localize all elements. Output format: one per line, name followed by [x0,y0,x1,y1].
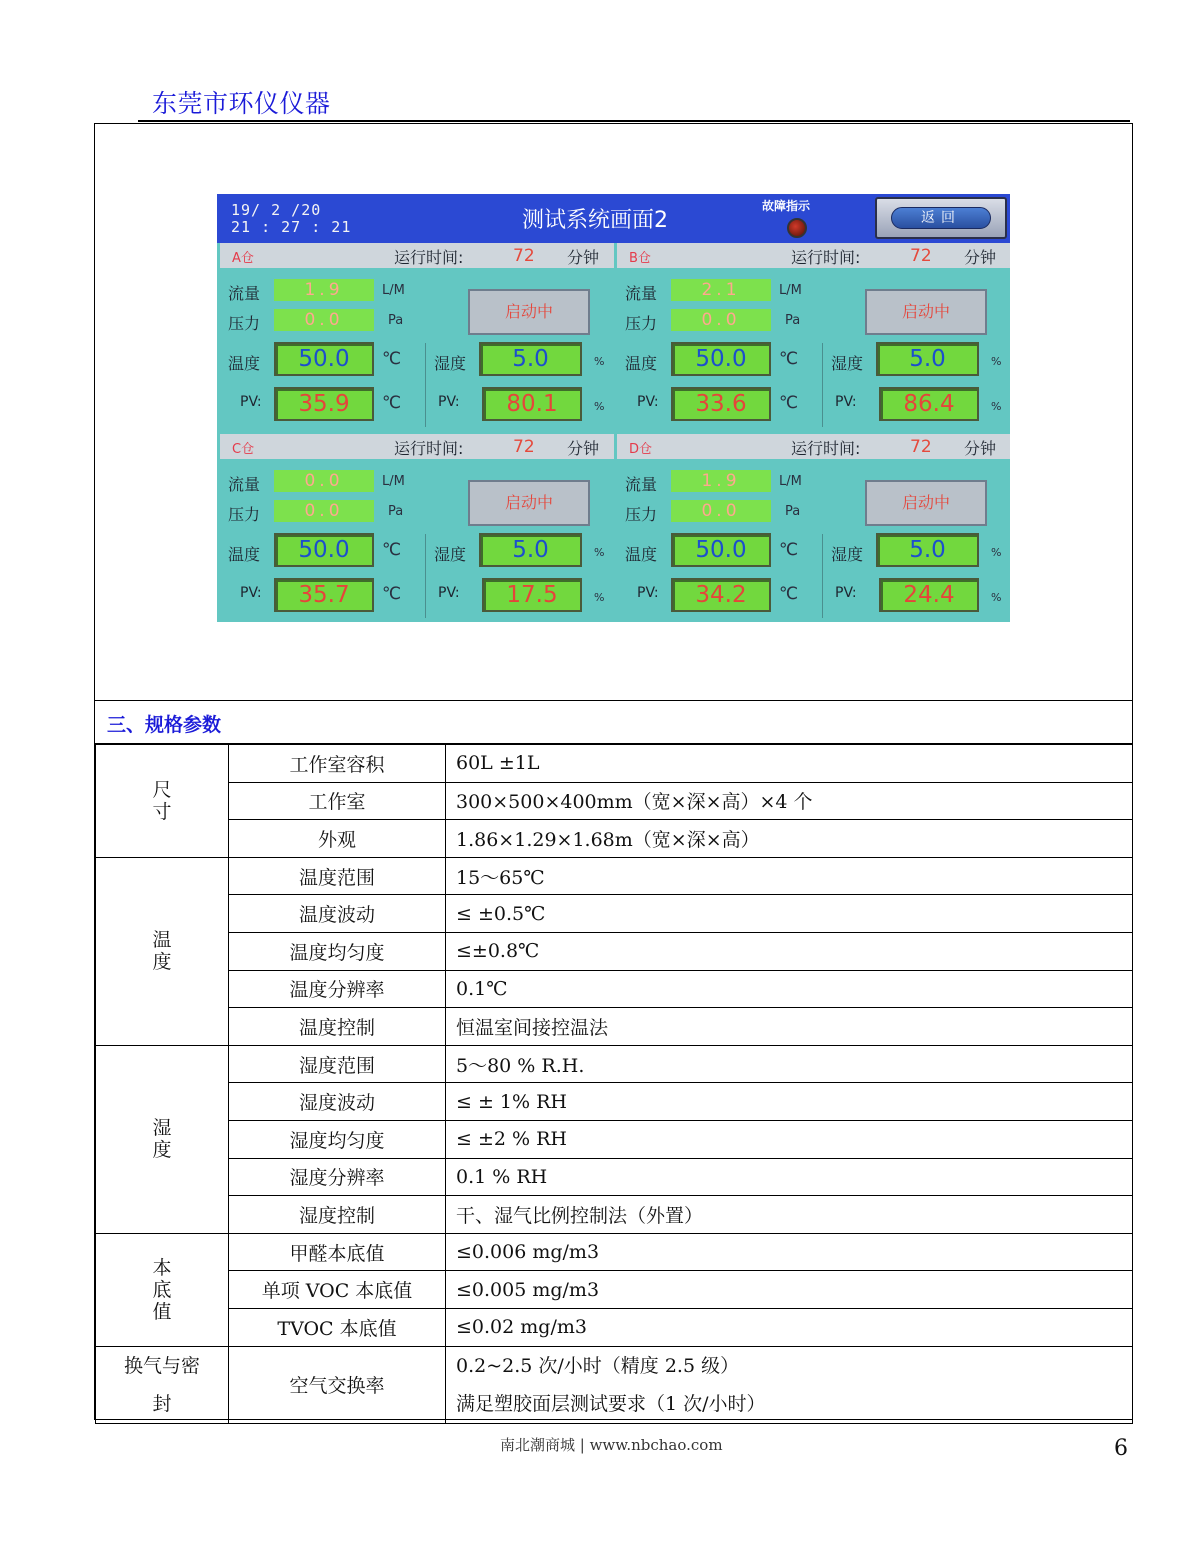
pressure-unit: Pa [785,313,801,328]
hum-sv-input[interactable]: 5.0 [876,533,979,567]
temp-unit: ℃ [382,393,402,413]
flow-label: 流量 [625,284,658,303]
group-temperature: 温度 [96,857,229,1045]
table-row [96,932,1133,970]
hum-unit: % [991,591,1002,604]
table-row [96,1346,1133,1423]
minute-label: 分钟 [567,248,600,267]
table-row [96,1233,1133,1271]
start-button[interactable]: 启动中 [865,480,987,526]
param-value: ≤0.006 mg/m3 [446,1233,1133,1271]
param-name: 空气交换率 [229,1346,446,1423]
pressure-value: 0.0 [671,309,771,331]
pv-label: PV: [240,394,262,410]
divider [822,343,823,427]
param-value: ≤ ±0.5℃ [446,895,1133,933]
run-time-label: 运行时间: [791,248,861,267]
page-number: 6 [1114,1436,1128,1461]
divider [822,534,823,618]
param-name: 湿度控制 [229,1196,446,1234]
panel-header [617,243,1010,268]
temp-label: 温度 [625,354,658,373]
panel-header [617,434,1010,459]
flow-value: 0.0 [274,470,374,492]
temp-unit: ℃ [779,584,799,604]
divider [425,534,426,618]
temp-label: 温度 [228,545,261,564]
table-row [96,1120,1133,1158]
chamber-panel-c [220,434,614,620]
table-row [96,1196,1133,1234]
temp-label: 温度 [228,354,261,373]
table-row [96,1045,1133,1083]
param-name: 温度范围 [229,857,446,895]
hum-unit: % [594,546,605,559]
param-name: 温度控制 [229,1008,446,1046]
hum-unit: % [991,355,1002,368]
chamber-panel-a [220,243,614,429]
pressure-unit: Pa [388,504,404,519]
pv-label: PV: [835,585,857,601]
group-size: 尺寸 [96,745,229,858]
hum-pv-value: 80.1 [482,387,582,421]
hum-pv-value: 86.4 [879,387,979,421]
hmi-time: 21 : 27 : 21 [231,218,352,236]
param-value: 1.86×1.29×1.68m（宽×深×高） [446,820,1133,858]
hum-label: 湿度 [831,354,864,373]
param-value: ≤ ± 1% RH [446,1083,1133,1121]
content-frame [94,123,1133,1420]
pressure-value: 0.0 [274,500,374,522]
temp-unit: ℃ [382,584,402,604]
temp-label: 温度 [625,545,658,564]
table-row [96,1008,1133,1046]
param-value: 60L ±1L [446,745,1133,783]
param-value [446,1346,1133,1423]
hum-label: 湿度 [434,545,467,564]
temp-sv-input[interactable]: 50.0 [671,342,771,376]
table-row [96,857,1133,895]
param-value: 300×500×400mm（宽×深×高）×4 个 [446,782,1133,820]
table-row [96,970,1133,1008]
hum-unit: % [991,400,1002,413]
hum-sv-input[interactable]: 5.0 [479,533,582,567]
flow-unit: L/M [382,474,405,489]
table-row [96,820,1133,858]
temp-pv-value: 33.6 [671,387,771,421]
start-button[interactable]: 启动中 [468,480,590,526]
company-name: 东莞市环仪仪器 [152,89,331,118]
run-time-value: 72 [513,246,535,266]
param-name: 工作室容积 [229,745,446,783]
run-time-label: 运行时间: [394,439,464,458]
hum-sv-input[interactable]: 5.0 [876,342,979,376]
run-time-label: 运行时间: [791,439,861,458]
hmi-screen [217,194,1010,622]
pv-label: PV: [637,585,659,601]
chamber-panel-d [617,434,1010,620]
param-value: ≤ ±2 % RH [446,1120,1133,1158]
hmi-date: 19/ 2 /20 [231,201,322,219]
run-time-value: 72 [513,437,535,457]
spec-table [95,744,1133,1424]
temp-unit: ℃ [382,540,402,560]
param-name: 工作室 [229,782,446,820]
temp-pv-value: 35.7 [274,578,374,612]
fault-lamp-icon [787,218,807,238]
param-value: 0.1℃ [446,970,1133,1008]
temp-unit: ℃ [779,540,799,560]
table-row [96,895,1133,933]
param-value: 恒温室间接控温法 [446,1008,1133,1046]
pv-label: PV: [438,585,460,601]
hmi-title: 测试系统画面2 [522,208,668,233]
hum-unit: % [594,400,605,413]
pv-label: PV: [240,585,262,601]
hum-unit: % [991,546,1002,559]
start-button[interactable]: 启动中 [468,289,590,335]
pressure-unit: Pa [785,504,801,519]
pressure-label: 压力 [228,314,261,333]
temp-sv-input[interactable]: 50.0 [274,533,374,567]
flow-value: 1.9 [671,470,771,492]
screenshot-cell [95,124,1132,700]
param-value-line: 满足塑胶面层测试要求（1 次/小时） [456,1392,766,1415]
footer-text: 南北潮商城 | www.nbchao.com [500,1436,723,1454]
flow-label: 流量 [228,284,261,303]
hum-unit: % [594,591,605,604]
param-name: 湿度范围 [229,1045,446,1083]
table-row [96,1158,1133,1196]
flow-label: 流量 [625,475,658,494]
pressure-label: 压力 [625,314,658,333]
chamber-name: C仓 [232,442,255,457]
param-name: 温度波动 [229,895,446,933]
chamber-panel-b [617,243,1010,429]
param-name: 外观 [229,820,446,858]
divider [425,343,426,427]
fault-label: 故障指示 [762,199,811,213]
minute-label: 分钟 [964,248,997,267]
hum-pv-value: 24.4 [879,578,979,612]
pressure-label: 压力 [228,505,261,524]
param-value-line: 0.2~2.5 次/小时（精度 2.5 级） [456,1354,740,1377]
param-name: 湿度波动 [229,1083,446,1121]
table-row [96,745,1133,783]
hum-unit: % [594,355,605,368]
temp-pv-value: 34.2 [671,578,771,612]
header-rule [138,120,1130,122]
flow-unit: L/M [382,283,405,298]
pressure-value: 0.0 [274,309,374,331]
minute-label: 分钟 [567,439,600,458]
param-name: 温度均匀度 [229,932,446,970]
group-background: 本底值 [96,1233,229,1346]
group-ventilation: 换气与密封 [96,1346,229,1423]
flow-unit: L/M [779,474,802,489]
back-button[interactable] [875,197,1007,239]
hum-label: 湿度 [831,545,864,564]
temp-sv-input[interactable]: 50.0 [274,342,374,376]
param-value: 0.1 % RH [446,1158,1133,1196]
temp-unit: ℃ [382,349,402,369]
table-row [96,1271,1133,1309]
pressure-label: 压力 [625,505,658,524]
chamber-name: A仓 [232,251,254,266]
temp-unit: ℃ [779,393,799,413]
minute-label: 分钟 [964,439,997,458]
param-value: 5～80 % R.H. [446,1045,1133,1083]
start-button[interactable]: 启动中 [865,289,987,335]
hum-sv-input[interactable]: 5.0 [479,342,582,376]
param-value: ≤0.02 mg/m3 [446,1308,1133,1346]
table-row [96,1083,1133,1121]
temp-pv-value: 35.9 [274,387,374,421]
flow-label: 流量 [228,475,261,494]
flow-unit: L/M [779,283,802,298]
param-name: 湿度分辨率 [229,1158,446,1196]
run-time-value: 72 [910,437,932,457]
pressure-value: 0.0 [671,500,771,522]
chamber-name: D仓 [629,442,653,457]
panel-header [220,434,614,459]
pv-label: PV: [637,394,659,410]
table-row [96,782,1133,820]
param-value: 干、湿气比例控制法（外置） [446,1196,1133,1234]
flow-value: 2.1 [671,279,771,301]
spec-heading-row [95,700,1132,744]
back-label: 返回 [891,207,991,229]
group-humidity: 湿度 [96,1045,229,1233]
pv-label: PV: [835,394,857,410]
param-value: ≤0.005 mg/m3 [446,1271,1133,1309]
run-time-label: 运行时间: [394,248,464,267]
hmi-title-bar [217,194,1010,243]
pressure-unit: Pa [388,313,404,328]
param-name: TVOC 本底值 [229,1308,446,1346]
run-time-value: 72 [910,246,932,266]
param-value: ≤±0.8℃ [446,932,1133,970]
param-name: 温度分辨率 [229,970,446,1008]
temp-unit: ℃ [779,349,799,369]
panel-header [220,243,614,268]
param-name: 湿度均匀度 [229,1120,446,1158]
hum-label: 湿度 [434,354,467,373]
spec-heading: 三、规格参数 [107,714,222,736]
table-row [96,1308,1133,1346]
temp-sv-input[interactable]: 50.0 [671,533,771,567]
param-name: 甲醛本底值 [229,1233,446,1271]
hum-pv-value: 17.5 [482,578,582,612]
flow-value: 1.9 [274,279,374,301]
param-name: 单项 VOC 本底值 [229,1271,446,1309]
pv-label: PV: [438,394,460,410]
param-value: 15～65℃ [446,857,1133,895]
chamber-name: B仓 [629,251,651,266]
